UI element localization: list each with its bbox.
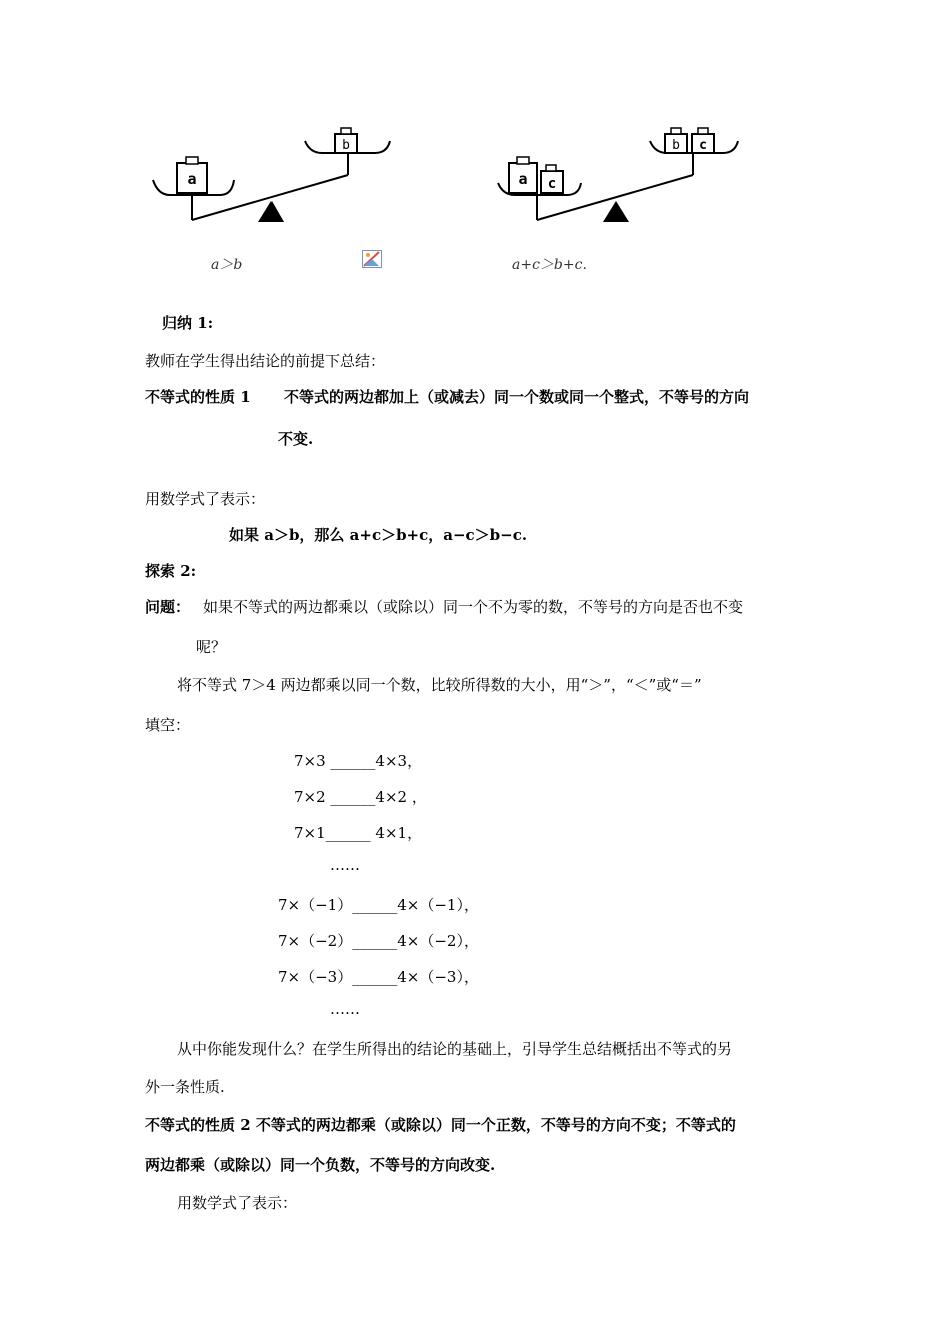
block-b-label: b	[342, 138, 350, 153]
block-a-label: a	[518, 170, 528, 188]
question-tail: 呢？	[196, 638, 227, 656]
balance-figure-right	[495, 125, 745, 230]
exercise-ellipsis: ……	[330, 856, 360, 874]
instruction-line-1: 将不等式 7＞4 两边都乘以同一个数，比较所得数的大小，用“＞”，“＜”或“＝”	[177, 676, 702, 694]
property-1-formula: 如果 a＞b，那么 a+c＞b+c，a−c＞b−c.	[229, 526, 528, 544]
block-a-label: a	[187, 170, 197, 188]
discover-line-1: 从中你能发现什么？在学生所得出的结论的基础上，引导学生总结概括出不等式的另	[177, 1040, 733, 1058]
figure-right-caption: a+c＞b+c.	[512, 257, 587, 273]
block-b-label: b	[672, 138, 680, 153]
exercise-item: 7×（−1）______4×（−1），	[278, 896, 479, 914]
math-expression-intro: 用数学式了表示：	[145, 490, 266, 508]
question-body: 如果不等式的两边都乘以（或除以）同一个不为零的数，不等号的方向是否也不变	[203, 598, 744, 616]
exercise-item: 7×1______ 4×1，	[294, 824, 423, 842]
math-expression-intro-2: 用数学式了表示：	[177, 1194, 298, 1212]
exercise-ellipsis: ……	[330, 1000, 360, 1018]
teacher-summary: 教师在学生得出结论的前提下总结：	[145, 352, 386, 370]
exercise-item: 7×（−2）______4×（−2），	[278, 932, 479, 950]
discover-line-2: 外一条性质.	[145, 1078, 225, 1096]
instruction-line-2: 填空：	[145, 716, 191, 734]
property-1-title: 不等式的性质 1	[145, 388, 251, 406]
heading-explore-2: 探索 2:	[145, 562, 197, 580]
exercise-item: 7×2 ______4×2 ，	[294, 788, 427, 806]
figure-left-caption: a＞b	[211, 257, 243, 273]
block-c-label: c	[547, 176, 557, 192]
property-2-line-2: 两边都乘（或除以）同一个负数，不等号的方向改变.	[145, 1156, 496, 1174]
exercise-item: 7×（−3）______4×（−3），	[278, 968, 479, 986]
balance-figure-left	[150, 125, 400, 230]
question-label: 问题：	[145, 598, 191, 616]
broken-image-icon	[362, 250, 382, 268]
property-1-tail: 不变.	[278, 430, 314, 448]
exercise-item: 7×3 ______4×3，	[294, 752, 423, 770]
property-2-line-1: 不等式的性质 2 不等式的两边都乘（或除以）同一个正数，不等号的方向不变；不等式的	[145, 1116, 736, 1134]
property-1-body: 不等式的两边都加上（或减去）同一个数或同一个整式，不等号的方向	[284, 388, 750, 406]
heading-guina-1: 归纳 1:	[162, 314, 214, 332]
block-c-label: c	[699, 138, 707, 153]
